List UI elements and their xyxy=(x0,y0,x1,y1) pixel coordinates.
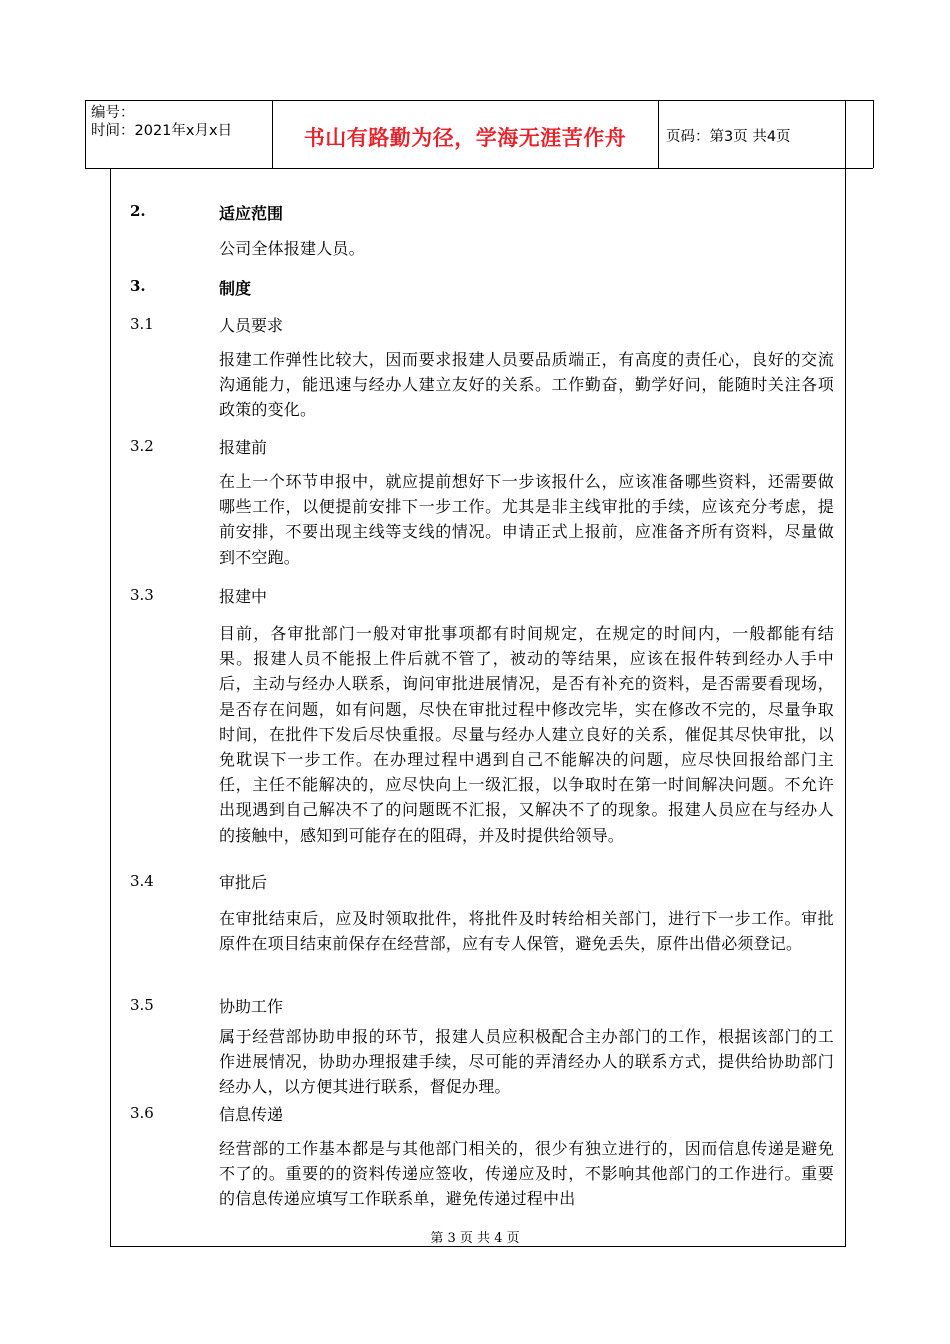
subsection-number: 3.4 xyxy=(130,872,154,890)
subsection-body: 经营部的工作基本都是与其他部门相关的，很少有独立进行的，因而信息传递是避免不了的。重要的的资料传递应签收，传递应及时，不影响其他部门的工作进行。重要的信息传递应填写工作联系单，避免传递过程中出 xyxy=(219,1139,834,1209)
subsection-number: 3.5 xyxy=(130,996,154,1014)
section-title: 制度 xyxy=(219,279,252,298)
header-bottom-rule xyxy=(85,168,873,169)
subsection-title: 人员要求 xyxy=(219,316,284,335)
header-top-rule xyxy=(85,100,873,101)
section-number: 2. xyxy=(130,202,146,220)
body-bottom-rule xyxy=(110,1246,846,1247)
subsection-body: 报建工作弹性比较大，因而要求报建人员要品质端正，有高度的责任心，良好的交流沟通能力，能迅速与经办人建立友好的关系。工作勤奋，勤学好问，能随时关注各项政策的变化。 xyxy=(219,350,834,420)
subsection-title: 协助工作 xyxy=(219,997,284,1016)
page-footer: 第 3 页 共 4 页 xyxy=(430,1231,520,1246)
serial-label: 编号： xyxy=(91,105,135,121)
section-number: 3. xyxy=(130,277,146,295)
date-label: 时间：2021年x月x日 xyxy=(91,123,233,139)
header-meta xyxy=(91,104,232,140)
body-left-rule xyxy=(110,168,111,1246)
subsection-body: 目前，各审批部门一般对审批事项都有时间规定，在规定的时间内，一般都能有结果。报建人员不能报上件后就不管了，被动的等结果，应该在报件转到经办人手中后，主动与经办人联系，询问审批进展情况，是否有补充的资料，是否需要看现场，是否存在问题，如有问题，尽快在审批过程中修改完毕，实在修改不完的，尽量争取时间，在批件下发后尽快重报。尽量与经办人建立良好的关系，催促其尽快审批，以免耽误下一步工作。在办理过程中遇到自己不能解决的问题，应尽快回报给部门主任，主任不能解决的，应尽快向上一级汇报，以争取时在第一时间解决问题。不允许出现遇到自己解决不了的问题既不汇报，又解决不了的现象。报建人员应在与经办人的接触中，感知到可能存在的阻碍，并及时提供给领导。 xyxy=(219,624,834,845)
subsection-number: 3.2 xyxy=(130,437,154,455)
header-left-rule xyxy=(85,100,86,168)
body-right-rule xyxy=(845,168,846,1246)
subsection-title: 信息传递 xyxy=(219,1105,284,1124)
subsection-number: 3.3 xyxy=(130,586,154,604)
section-title: 适应范围 xyxy=(219,204,284,223)
header-motto: 书山有路勤为径，学海无涯苦作舟 xyxy=(303,126,627,150)
section-body: 公司全体报建人员。 xyxy=(219,239,365,258)
subsection-number: 3.1 xyxy=(130,315,154,333)
header-divider-2 xyxy=(658,100,659,168)
subsection-number: 3.6 xyxy=(130,1104,154,1122)
subsection-body: 属于经营部协助申报的环节，报建人员应积极配合主办部门的工作，根据该部门的工作进展情况，协助办理报建手续，尽可能的弄清经办人的联系方式，提供给协助部门经办人，以方便其进行联系，督促办理。 xyxy=(219,1027,834,1097)
subsection-body: 在审批结束后，应及时领取批件，将批件及时转给相关部门，进行下一步工作。审批原件在项目结束前保存在经营部，应有专人保管，避免丢失，原件出借必须登记。 xyxy=(219,909,834,954)
subsection-title: 审批后 xyxy=(219,873,268,892)
subsection-body: 在上一个环节申报中，就应提前想好下一步该报什么，应该准备哪些资料，还需要做哪些工作，以便提前安排下一步工作。尤其是非主线审批的手续，应该充分考虑，提前安排，不要出现主线等支线的情况。申请正式上报前，应准备齐所有资料，尽量做到不空跑。 xyxy=(219,472,834,567)
header-right-rule xyxy=(873,100,874,168)
header-divider-3 xyxy=(845,100,846,168)
subsection-title: 报建前 xyxy=(219,438,268,457)
subsection-title: 报建中 xyxy=(219,587,268,606)
header-page-info: 页码：第3页 共4页 xyxy=(666,129,791,145)
